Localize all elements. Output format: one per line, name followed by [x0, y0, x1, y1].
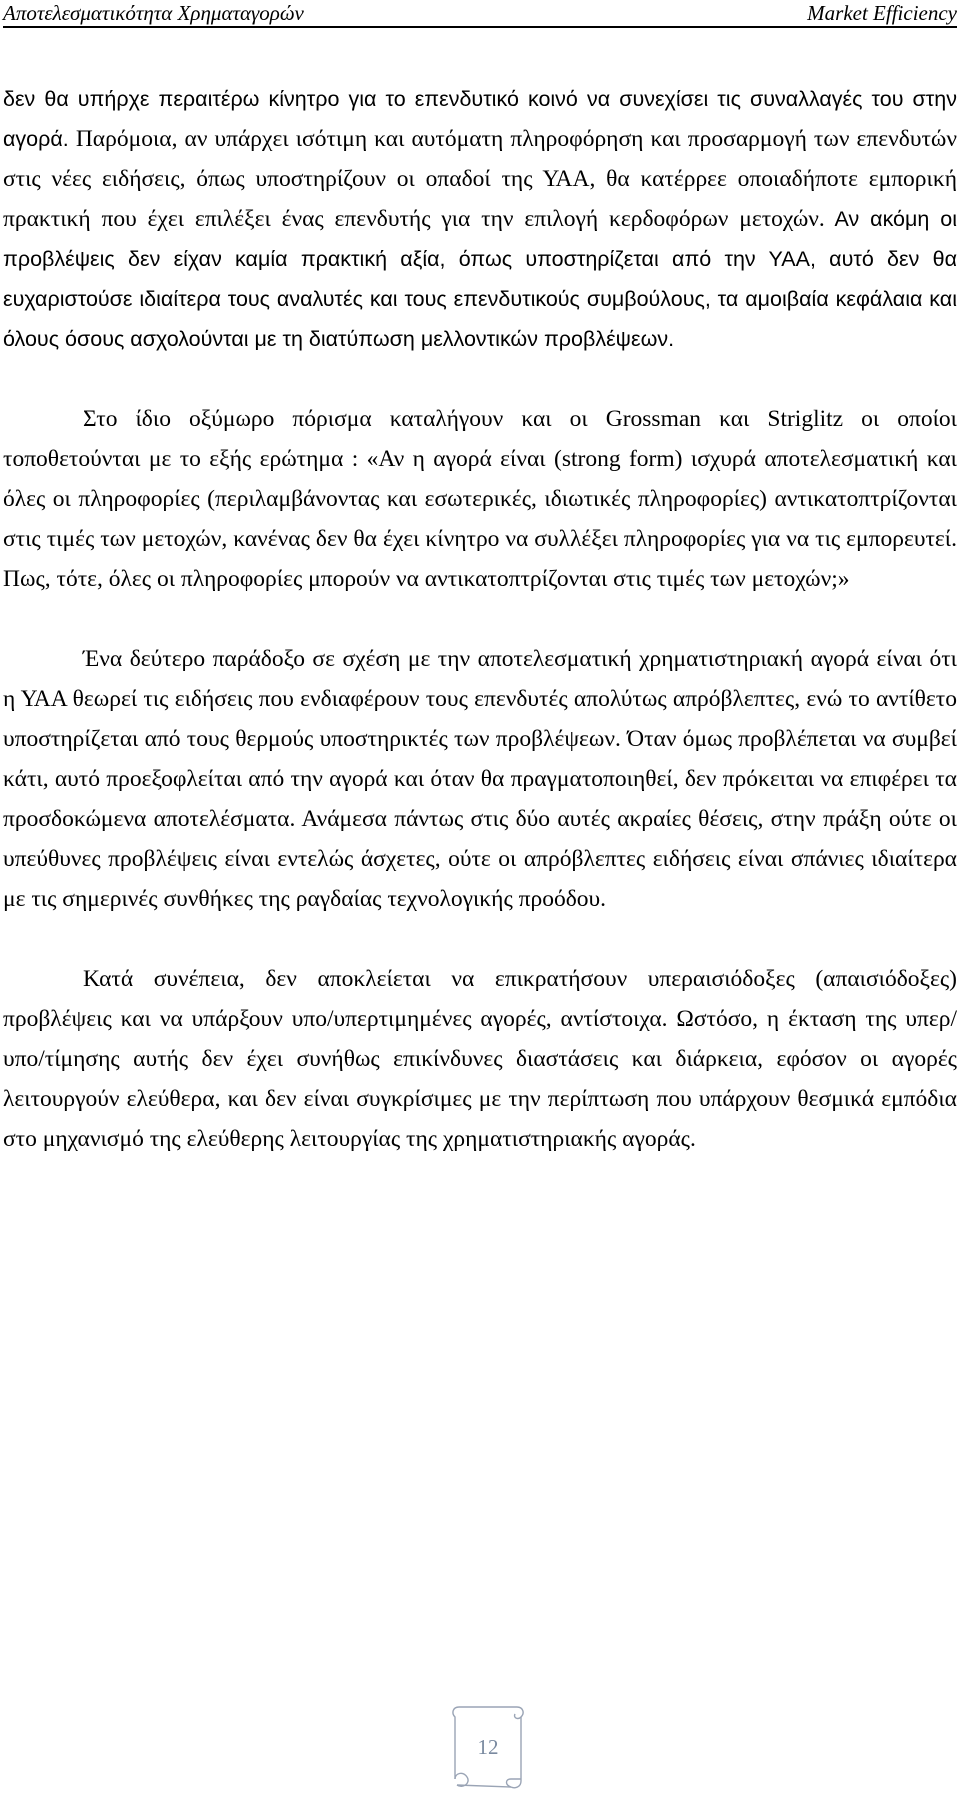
header-title-greek: Αποτελεσματικότητα Χρηματαγορών — [3, 1, 304, 25]
running-header — [3, 0, 957, 28]
body-text — [3, 79, 957, 1159]
page-number: 12 — [477, 1735, 499, 1759]
paragraph-4: Κατά συνέπεια, δεν αποκλείεται να επικρατήσουν υπεραισιόδοξες (απαισιόδοξες) προβλέψεις και να υπάρξουν υπο/υπερτιμημένες αγορές, αντίστοιχα. Ωστόσο, η έκταση της υπερ/υπο/τίμησης αυτής δεν έχει συνήθως επικίνδυνες διαστάσεις και διάρκεια, εφόσον οι αγορές λειτουργούν ελεύθερα, και δεν είναι συγκρίσιμες με την περίπτωση που υπάρχουν θεσμικά εμπόδια στο μηχανισμό της ελεύθερης λειτουργίας της χρηματιστηριακής αγοράς. — [3, 966, 957, 1152]
paragraph-2: Στο ίδιο οξύμωρο πόρισμα καταλήγουν και οι Grossman και Striglitz οι οποίοι τοποθετούνται με το εξής ερώτημα : «Αν η αγορά είναι (strong form) ισχυρά αποτελεσματική και όλες οι πληροφορίες (περιλαμβάνοντας και εσωτερικές, ιδιωτικές πληροφορίες) αντικατοπτρίζονται στις τιμές των μετοχών, κανένας δεν θα έχει κίνητρο να συλλέξει πληροφορίες για να τις εμπορευτεί. Πως, τότε, όλες οι πληροφορίες μπορούν να αντικατοπτρίζονται στις τιμές των μετοχών;» — [3, 406, 957, 592]
paragraph-1-sentence-1: δεν θα υπήρχε περαιτέρω κίνητρο για το επενδυτικό κοινό να συνεχίσει τις συναλλαγές του στην αγορά. — [3, 87, 957, 151]
paragraph-1-sentence-2: Παρόμοια, αν υπάρχει ισότιμη και αυτόματη πληροφόρηση και προσαρμογή των επενδυτών στις νέες ειδήσεις, όπως υποστηρίζουν οι οπαδοί της ΥΑΑ, θα κατέρρεε οποιαδήποτε εμπορική πρακτική που έχει επιλέξει ένας επενδυτής για την επιλογή κερδοφόρων μετοχών. — [3, 126, 957, 232]
page-number-scroll — [445, 1697, 531, 1793]
header-title-english: Market Efficiency — [807, 1, 957, 25]
paragraph-3: Ένα δεύτερο παράδοξο σε σχέση με την αποτελεσματική χρηματιστηριακή αγορά είναι ότι η ΥΑΑ θεωρεί τις ειδήσεις που ενδιαφέρουν τους επενδυτές απολύτως απρόβλεπτες, ενώ το αντίθετο υποστηρίζεται από τους θερμούς υποστηρικτές των προβλέψεων. Όταν όμως προβλέπεται να συμβεί κάτι, αυτό προεξοφλείται από την αγορά και όταν θα πραγματοποιηθεί, δεν πρόκειται να επιφέρει τα προσδοκώμενα αποτελέσματα. Ανάμεσα πάντως στις δύο αυτές ακραίες θέσεις, στην πράξη ούτε οι υπεύθυνες προβλέψεις είναι εντελώς άσχετες, ούτε οι απρόβλεπτες ειδήσεις είναι σπάνιες ιδιαίτερα με τις σημερινές συνθήκες της ραγδαίας τεχνολογικής προόδου. — [3, 646, 957, 912]
paragraph-1-sentence-3: Αν ακόμη οι προβλέψεις δεν είχαν καμία πρακτική αξία, όπως υποστηρίζεται από την ΥΑΑ, αυτό δεν θα ευχαριστούσε ιδιαίτερα τους αναλυτές και τους επενδυτικούς συμβούλους, τα αμοιβαία κεφάλαια και όλους όσους ασχολούνται με τη διατύπωση μελλοντικών προβλέψεων. — [3, 207, 958, 351]
paragraph-1 — [3, 79, 957, 359]
